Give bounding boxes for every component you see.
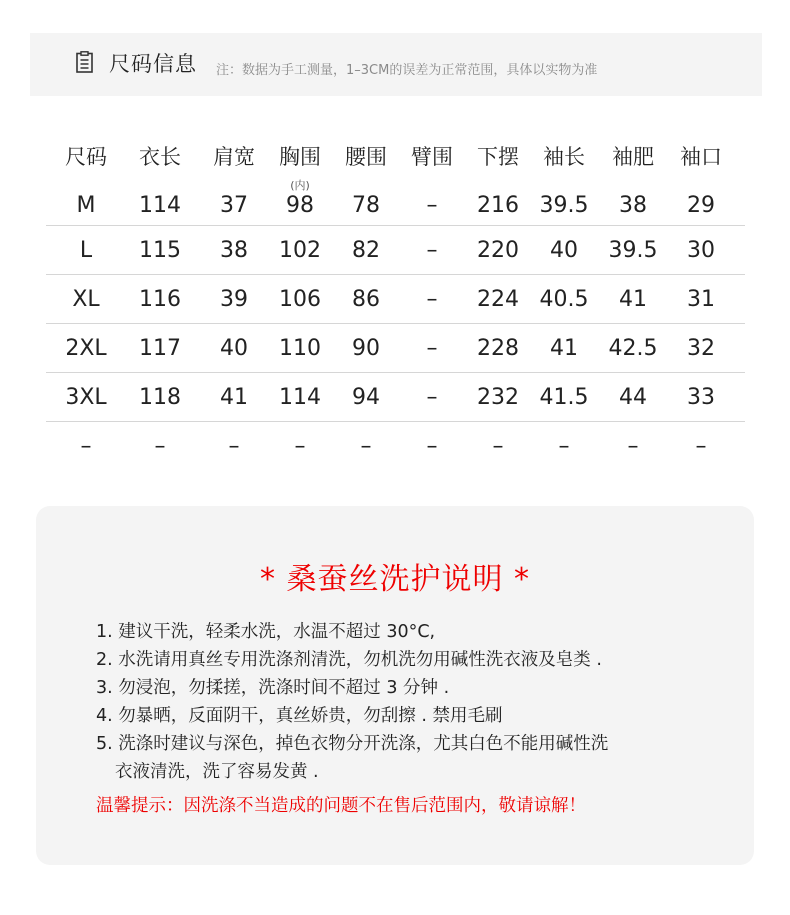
section-title: 尺码信息 — [109, 52, 197, 76]
column-header-chest-label: 胸围 — [279, 145, 321, 169]
table-cell: M — [76, 192, 96, 218]
table-cell: 30 — [687, 237, 715, 263]
column-header-cuff: 袖口 — [680, 145, 722, 169]
table-cell: L — [79, 237, 93, 263]
table-header — [46, 133, 745, 192]
table-cell: 106 — [279, 286, 321, 312]
table-row-l — [46, 226, 745, 275]
table-cell: 39.5 — [539, 192, 589, 218]
column-header-sleeve-width: 袖肥 — [612, 145, 654, 169]
measurement-note: 注：数据为手工测量，1–3CM的误差为正常范围，具体以实物为准 — [216, 63, 598, 78]
table-cell: 228 — [477, 335, 519, 361]
care-item: 2. 水洗请用真丝专用洗涤剂清洗，勿机洗勿用碱性洗衣液及皂类 . — [96, 650, 602, 670]
table-cell: 29 — [687, 192, 715, 218]
table-cell: 40 — [550, 237, 578, 263]
table-cell: 3XL — [65, 384, 107, 410]
table-cell: 39.5 — [608, 237, 658, 263]
table-cell: – — [80, 433, 92, 459]
table-cell: 37 — [220, 192, 248, 218]
table-cell: – — [426, 237, 438, 263]
table-cell: 33 — [687, 384, 715, 410]
table-cell: – — [426, 286, 438, 312]
table-cell: – — [228, 433, 240, 459]
table-cell: – — [360, 433, 372, 459]
table-cell: 38 — [619, 192, 647, 218]
table-cell: 2XL — [65, 335, 107, 361]
table-cell: 114 — [139, 192, 181, 218]
table-cell: 115 — [139, 237, 181, 263]
table-cell: – — [426, 335, 438, 361]
table-cell: 32 — [687, 335, 715, 361]
table-cell: 40 — [220, 335, 248, 361]
table-cell: XL — [72, 286, 100, 312]
table-cell: 41.5 — [539, 384, 589, 410]
table-cell: 44 — [619, 384, 647, 410]
column-header-shoulder: 肩宽 — [213, 145, 255, 169]
table-cell: – — [558, 433, 570, 459]
document-list-icon — [76, 51, 93, 73]
table-cell: – — [492, 433, 504, 459]
table-cell: 117 — [139, 335, 181, 361]
care-item-continuation: 衣液清洗，洗了容易发黄 . — [115, 762, 319, 782]
table-cell: 114 — [279, 384, 321, 410]
care-item: 5. 洗涤时建议与深色，掉色衣物分开洗涤，尤其白色不能用碱性洗 — [96, 734, 609, 754]
table-cell: 118 — [139, 384, 181, 410]
table-cell: 224 — [477, 286, 519, 312]
table-cell: 41 — [550, 335, 578, 361]
care-instructions-card — [36, 506, 754, 865]
table-row-m — [46, 185, 745, 226]
table-cell: – — [627, 433, 639, 459]
table-cell: – — [695, 433, 707, 459]
chest-inner-note: (内) — [290, 179, 310, 192]
table-cell: 94 — [352, 384, 380, 410]
column-header-chest — [262, 141, 338, 192]
size-info-header — [30, 33, 762, 96]
table-cell: 116 — [139, 286, 181, 312]
care-item: 1. 建议干洗，轻柔水洗，水温不超过 30°C, — [96, 622, 436, 642]
table-cell: 40.5 — [539, 286, 589, 312]
warm-reminder: 温馨提示：因洗涤不当造成的问题不在售后范围内，敬请谅解！ — [96, 796, 586, 816]
column-header-length: 衣长 — [139, 145, 181, 169]
table-cell: 110 — [279, 335, 321, 361]
table-cell: 31 — [687, 286, 715, 312]
table-cell: 42.5 — [608, 335, 658, 361]
table-cell: 78 — [352, 192, 380, 218]
table-cell: 90 — [352, 335, 380, 361]
table-cell: 232 — [477, 384, 519, 410]
table-cell: 41 — [619, 286, 647, 312]
table-cell: 41 — [220, 384, 248, 410]
table-cell: 98 — [286, 192, 314, 218]
column-header-waist: 腰围 — [345, 145, 387, 169]
table-cell: 39 — [220, 286, 248, 312]
table-row-empty — [46, 422, 745, 470]
table-cell: 102 — [279, 237, 321, 263]
column-header-arm: 臂围 — [411, 145, 453, 169]
table-cell: – — [426, 192, 438, 218]
column-header-sleeve-length: 袖长 — [543, 145, 585, 169]
column-header-size: 尺码 — [65, 145, 107, 169]
care-title: * 桑蚕丝洗护说明 * — [259, 562, 531, 597]
table-cell: 38 — [220, 237, 248, 263]
table-cell: – — [294, 433, 306, 459]
column-header-hem: 下摆 — [477, 145, 519, 169]
table-cell: 220 — [477, 237, 519, 263]
table-row-3xl — [46, 373, 745, 422]
table-cell: – — [154, 433, 166, 459]
table-cell: – — [426, 384, 438, 410]
table-row-2xl — [46, 324, 745, 373]
care-item: 4. 勿暴晒，反面阴干，真丝娇贵，勿刮擦 . 禁用毛刷 — [96, 706, 503, 726]
table-cell: 82 — [352, 237, 380, 263]
table-cell: 216 — [477, 192, 519, 218]
table-cell: 86 — [352, 286, 380, 312]
care-item: 3. 勿浸泡，勿揉搓，洗涤时间不超过 3 分钟 . — [96, 678, 450, 698]
size-table — [46, 133, 745, 470]
table-cell: – — [426, 433, 438, 459]
table-row-xl — [46, 275, 745, 324]
care-list — [96, 618, 736, 786]
